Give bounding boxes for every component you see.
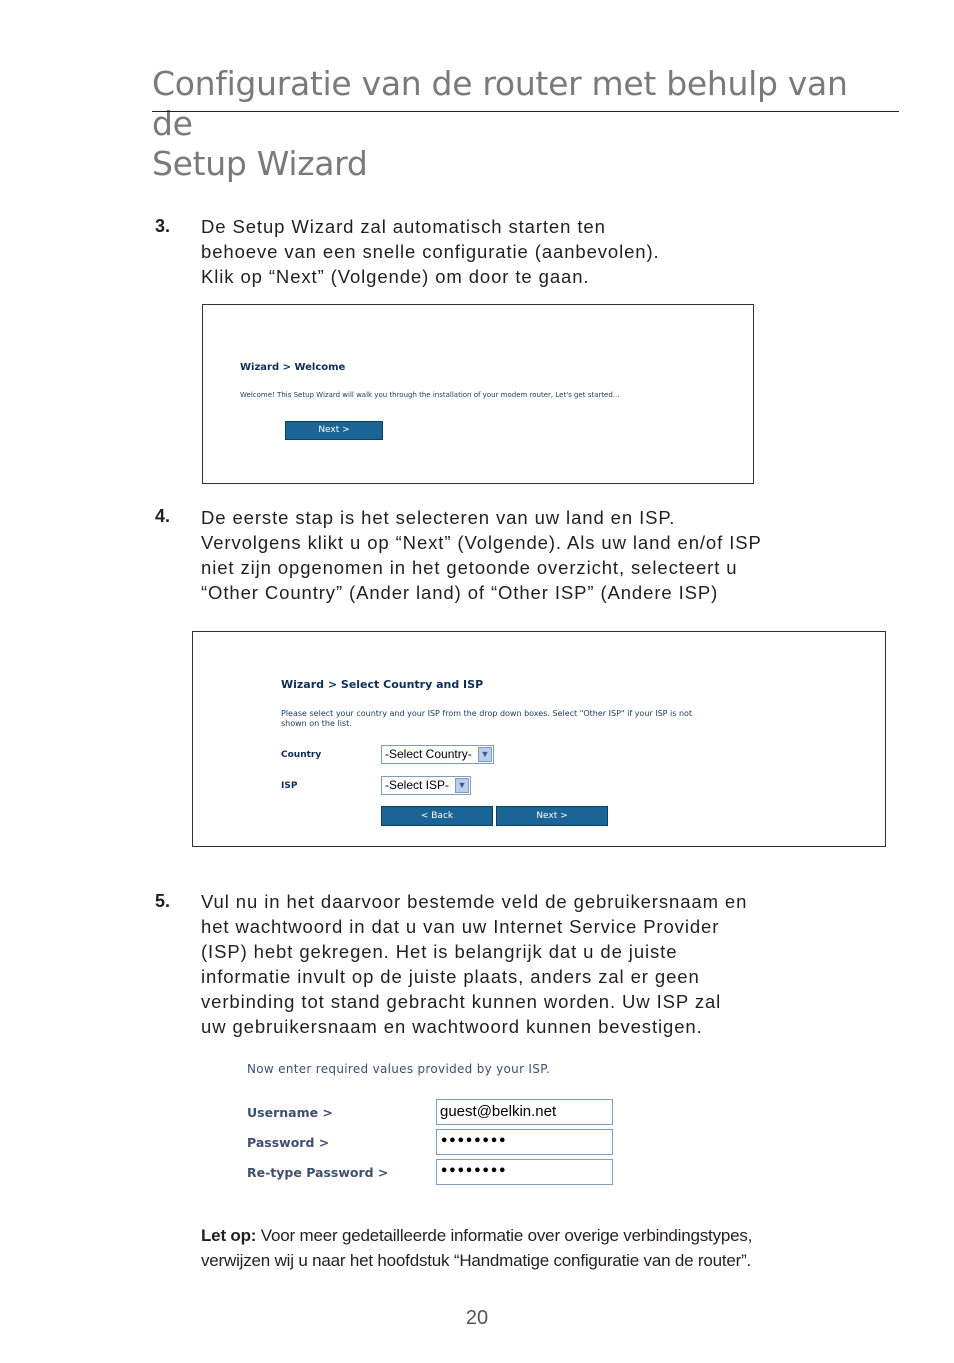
step-3-line: De Setup Wizard zal automatisch starten ten: [201, 216, 606, 237]
step-5-line: (ISP) hebt gekregen. Het is belangrijk dat u de juiste: [201, 941, 678, 962]
step-3-number: 3.: [155, 216, 171, 236]
country-body: [281, 709, 692, 729]
retype-password-field[interactable]: ••••••••: [436, 1159, 613, 1185]
page-title-line2: Setup Wizard: [152, 144, 368, 183]
step-5-text: [201, 889, 747, 1039]
step-3-text: [201, 214, 660, 289]
country-label: Country: [281, 750, 322, 760]
country-select[interactable]: [381, 745, 494, 764]
step-5-line: verbinding tot stand gebracht kunnen worden. Uw ISP zal: [201, 991, 722, 1012]
step-5-line: Vul nu in het daarvoor bestemde veld de gebruikersnaam en: [201, 891, 748, 912]
username-field[interactable]: guest@belkin.net: [436, 1099, 613, 1125]
country-body-line: shown on the list.: [281, 719, 352, 728]
isp-select[interactable]: [381, 776, 471, 795]
country-select-value: -Select Country-: [385, 747, 472, 761]
page-title: [152, 64, 872, 184]
isp-label: ISP: [281, 781, 298, 791]
chevron-down-icon[interactable]: ▼: [455, 778, 469, 793]
note-line1: Voor meer gedetailleerde informatie over overige verbindingstypes,: [256, 1226, 753, 1245]
username-label: Username >: [247, 1105, 333, 1120]
country-body-line: Please select your country and your ISP from the drop down boxes. Select "Other ISP" if your ISP is not: [281, 709, 693, 718]
welcome-heading: Wizard > Welcome: [240, 362, 346, 373]
step-4-line: “Other Country” (Ander land) of “Other ISP” (Andere ISP): [201, 582, 719, 603]
step-5-number: 5.: [155, 891, 171, 911]
password-field[interactable]: ••••••••: [436, 1129, 613, 1155]
step-3-line: behoeve van een snelle configuratie (aanbevolen).: [201, 241, 660, 262]
country-isp-screenshot: [192, 631, 886, 847]
step-4-text: [201, 505, 762, 605]
note-line2: verwijzen wij u naar het hoofdstuk “Handmatige configuratie van de router”.: [201, 1251, 752, 1270]
step-5-line: het wachtwoord in dat u van uw Internet Service Provider: [201, 916, 720, 937]
isp-intro-text: Now enter required values provided by your ISP.: [247, 1062, 550, 1076]
page-number: 20: [465, 1307, 489, 1329]
step-4-line: Vervolgens klikt u op “Next” (Volgende). Als uw land en/of ISP: [201, 532, 762, 553]
step-4-line: De eerste stap is het selecteren van uw land en ISP.: [201, 507, 676, 528]
welcome-body: Welcome! This Setup Wizard will walk you through the installation of your modem router, Let's get started...: [240, 391, 620, 399]
step-3-line: Klik op “Next” (Volgende) om door te gaan.: [201, 266, 590, 287]
welcome-next-button[interactable]: Next >: [285, 421, 383, 440]
note-paragraph: [201, 1223, 752, 1273]
country-next-button[interactable]: Next >: [496, 806, 608, 826]
back-button[interactable]: < Back: [381, 806, 493, 826]
country-heading: Wizard > Select Country and ISP: [281, 678, 484, 691]
chevron-down-icon[interactable]: ▼: [478, 747, 492, 762]
step-4-number: 4.: [155, 506, 171, 526]
isp-select-value: -Select ISP-: [385, 778, 450, 792]
step-4-line: niet zijn opgenomen in het getoonde overzicht, selecteert u: [201, 557, 738, 578]
note-bold-label: Let op:: [201, 1226, 257, 1245]
retype-password-label: Re-type Password >: [247, 1165, 389, 1180]
password-label: Password >: [247, 1135, 330, 1150]
step-5-line: uw gebruikersnaam en wachtwoord kunnen bevestigen.: [201, 1016, 703, 1037]
welcome-screenshot: [202, 304, 754, 484]
page-title-line1: Configuratie van de router met behulp van de: [152, 64, 848, 143]
step-5-line: informatie invult op de juiste plaats, anders zal er geen: [201, 966, 700, 987]
title-divider: [152, 111, 899, 112]
